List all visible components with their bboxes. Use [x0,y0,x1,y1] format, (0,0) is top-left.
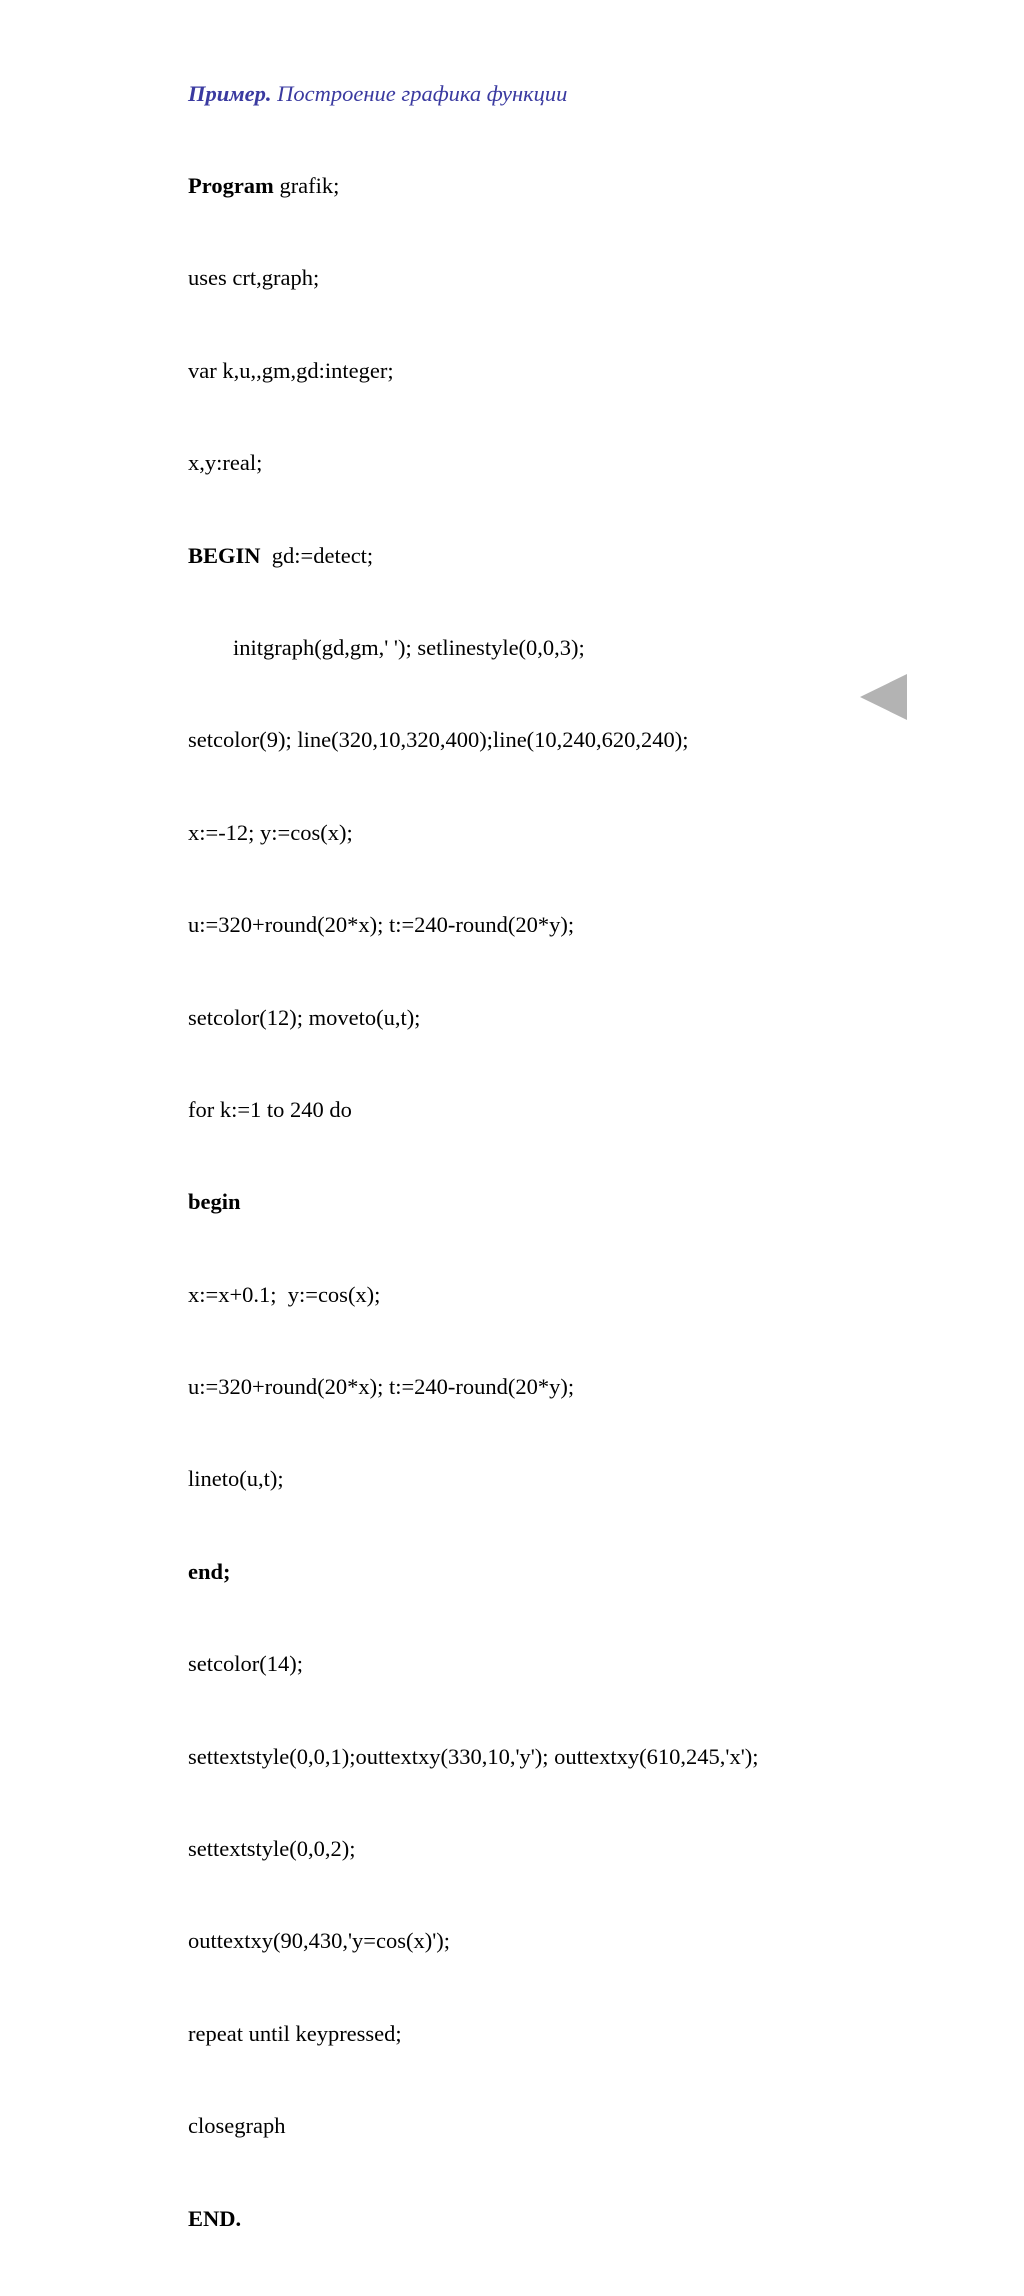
title-rest: Построение графика функции [271,80,568,106]
code-line-for: for k:=1 to 240 do [188,1096,352,1122]
code-line-var: var k,u,,gm,gd:integer; [188,357,394,383]
code-line-uses: uses crt,graph; [188,265,320,291]
code-line-coords: u:=320+round(20*x); t:=240-round(20*y); [188,912,575,938]
code-line-setcolor: setcolor(14); [188,1651,303,1677]
code-line-end-loop [188,1557,759,1588]
code-line-begin-main [188,541,759,572]
title-lead: Пример. [188,80,272,106]
code-line-axes: setcolor(9); line(320,10,320,400);line(10,240,620,240); [188,727,689,753]
code-line-program [188,171,759,202]
keyword-end-main: END. [188,2205,242,2231]
code-line-caption: outtextxy(90,430,'y=cos(x)'); [188,1928,451,1954]
code-line-real: x,y:real; [188,450,263,476]
slide-title [188,79,759,110]
code-line-begin-loop [188,1187,759,1218]
program-listing [188,17,759,2296]
keyword-begin-main: BEGIN [188,542,261,568]
code-text: grafik; [273,172,340,198]
code-line-step: x:=x+0.1; y:=cos(x); [188,1281,381,1307]
keyword-end-loop: end; [188,1558,231,1584]
code-text: gd:=detect; [260,542,374,568]
keyword-begin-loop: begin [188,1189,241,1215]
code-line-repeat: repeat until keypressed; [188,2020,402,2046]
code-line-axis-labels: settextstyle(0,0,1);outtextxy(330,10,'y'); outtextxy(610,245,'x'); [188,1743,759,1769]
code-line-textstyle: settextstyle(0,0,2); [188,1836,356,1862]
back-button[interactable] [860,674,908,720]
code-line-init-x: x:=-12; y:=cos(x); [188,819,353,845]
code-line-coords-loop: u:=320+round(20*x); t:=240-round(20*y); [188,1374,575,1400]
triangle-left-icon [860,674,908,720]
code-line-initgraph: initgraph(gd,gm,' '); setlinestyle(0,0,3); [233,634,585,660]
code-line-closegraph: closegraph [188,2113,286,2139]
code-line-lineto: lineto(u,t); [188,1466,284,1492]
code-line-moveto: setcolor(12); moveto(u,t); [188,1004,421,1030]
keyword-program: Program [188,172,274,198]
code-line-end-main [188,2204,759,2235]
